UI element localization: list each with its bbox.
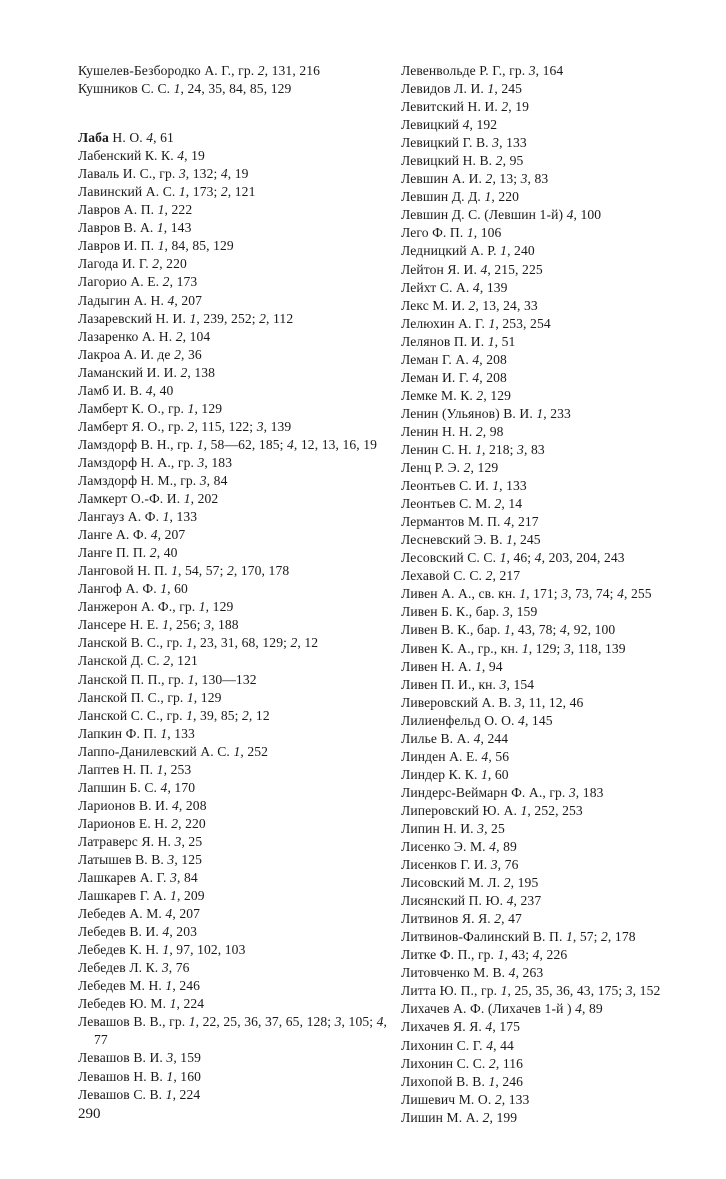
index-entry: Лелянов П. И. 1, 51 xyxy=(401,333,516,349)
index-entry: Левидов Л. И. 1, 245 xyxy=(401,81,523,97)
index-entry: Лангауз А. Ф. 1, 133 xyxy=(78,509,198,525)
index-entry: Литта Ю. П., гр. 1, 25, 35, 36, 43, 175; 3, 152 xyxy=(401,983,661,999)
index-entry: Левшин А. И. 2, 13; 3, 83 xyxy=(401,171,549,187)
index-entry: Лисенков Г. И. 3, 76 xyxy=(401,857,519,873)
index-entry: Лехавой С. С. 2, 217 xyxy=(401,568,521,584)
index-entry: Ламздорф В. Н., гр. 1, 58—62, 185; 4, 12, 13, 16, 19 xyxy=(78,436,378,452)
index-entry: Лебедев Ю. М. 1, 224 xyxy=(78,996,205,1012)
index-entry: Лисенко Э. М. 4, 89 xyxy=(401,839,517,855)
index-entry: Ламб И. В. 4, 40 xyxy=(78,382,174,398)
index-entry: Лихонин С. Г. 4, 44 xyxy=(401,1037,514,1053)
index-entry: Ленин (Ульянов) В. И. 1, 233 xyxy=(401,405,571,421)
index-entry: Лермантов М. П. 4, 217 xyxy=(401,514,539,530)
index-entry: Лебедев Л. К. 3, 76 xyxy=(78,960,190,976)
index-entry: Лабенский К. К. 4, 19 xyxy=(78,148,205,164)
index-entry: Лаваль И. С., гр. 3, 132; 4, 19 xyxy=(78,166,249,182)
index-entry: Левицкий 4, 192 xyxy=(401,117,498,133)
index-entry: Левшин Д. Д. 1, 220 xyxy=(401,189,520,205)
index-entry: Лекс М. И. 2, 13, 24, 33 xyxy=(401,297,538,313)
index-entry: Липеровский Ю. А. 1, 252, 253 xyxy=(401,802,583,818)
index-entry: Лапшин Б. С. 4, 170 xyxy=(78,779,196,795)
index-entry: Ливен К. А., гр., кн. 1, 129; 3, 118, 139 xyxy=(401,640,626,656)
index-entry: Лелюхин А. Г. 1, 253, 254 xyxy=(401,315,551,331)
index-entry: Лашкарев А. Г. 3, 84 xyxy=(78,870,198,886)
index-entry: Ланской В. С., гр. 1, 23, 31, 68, 129; 2, 12 xyxy=(78,635,319,651)
index-entry: Левашов В. В., гр. 1, 22, 25, 36, 37, 65, 128; 3, 105; 4, 77 xyxy=(78,1014,388,1048)
index-entry: Линден А. Е. 4, 56 xyxy=(401,748,510,764)
index-entry: Ланской С. С., гр. 1, 39, 85; 2, 12 xyxy=(78,707,270,723)
index-entry: Левенвольде Р. Г., гр. 3, 164 xyxy=(401,63,564,78)
index-entry: Ладыгин А. Н. 4, 207 xyxy=(78,292,203,308)
index-entry: Левицкий Н. В. 2, 95 xyxy=(401,153,524,169)
index-entry: Лихонин С. С. 2, 116 xyxy=(401,1055,524,1071)
index-entry: Леонтьев С. И. 1, 133 xyxy=(401,478,527,494)
index-entry: Ланге А. Ф. 4, 207 xyxy=(78,527,186,543)
index-entry: Кушелев-Безбородко А. Г., гр. 2, 131, 216 xyxy=(78,63,321,78)
index-entry: Ледницкий А. Р. 1, 240 xyxy=(401,243,535,259)
index-entry: Лазаренко А. Н. 2, 104 xyxy=(78,328,211,344)
index-entry: Лейтон Я. И. 4, 215, 225 xyxy=(401,261,543,277)
index-entry: Лавров В. А. 1, 143 xyxy=(78,220,192,236)
index-entry: Ланговой Н. П. 1, 54, 57; 2, 170, 178 xyxy=(78,563,290,579)
index-entry: Левицкий Г. В. 3, 133 xyxy=(401,135,527,151)
index-entry: Ламздорф Н. М., гр. 3, 84 xyxy=(78,472,228,488)
section-gap xyxy=(78,98,388,129)
index-entry: Лазаревский Н. И. 1, 239, 252; 2, 112 xyxy=(78,310,294,326)
index-entry: Левашов Н. В. 1, 160 xyxy=(78,1068,201,1084)
index-column-right xyxy=(401,62,711,1127)
index-entry: Ламанский И. И. 2, 138 xyxy=(78,364,216,380)
index-entry: Лего Ф. П. 1, 106 xyxy=(401,225,502,241)
index-entry: Лаптев Н. П. 1, 253 xyxy=(78,761,192,777)
index-entry: Лейхт С. А. 4, 139 xyxy=(401,279,508,295)
index-entry: Латышев В. В. 3, 125 xyxy=(78,851,203,867)
index-entry: Ленц Р. Э. 2, 129 xyxy=(401,460,499,476)
index-entry: Лихопой В. В. 1, 246 xyxy=(401,1073,524,1089)
index-entry: Литовченко М. В. 4, 263 xyxy=(401,965,544,981)
index-entry: Ламберт Я. О., гр. 2, 115, 122; 3, 139 xyxy=(78,418,292,434)
index-entry: Ларионов Е. Н. 2, 220 xyxy=(78,815,206,831)
index-entry: Линдер К. К. 1, 60 xyxy=(401,766,509,782)
index-entry: Лагорио А. Е. 2, 173 xyxy=(78,274,198,290)
index-entry: Ленин С. Н. 1, 218; 3, 83 xyxy=(401,441,545,457)
index-entry: Ламздорф Н. А., гр. 3, 183 xyxy=(78,454,233,470)
index-entry: Ланге П. П. 2, 40 xyxy=(78,545,178,561)
index-entry: Кушников С. С. 1, 24, 35, 84, 85, 129 xyxy=(78,81,292,97)
index-entry: Лишин М. А. 2, 199 xyxy=(401,1109,518,1125)
index-entry: Леонтьев С. М. 2, 14 xyxy=(401,496,523,512)
index-entry: Лебедев К. Н. 1, 97, 102, 103 xyxy=(78,942,246,958)
index-entry: Лилиенфельд О. О. 4, 145 xyxy=(401,712,553,728)
index-entry: Ланжерон А. Ф., гр. 1, 129 xyxy=(78,599,234,615)
index-entry: Лавинский А. С. 1, 173; 2, 121 xyxy=(78,184,256,200)
index-entry: Ливеровский А. В. 3, 11, 12, 46 xyxy=(401,694,584,710)
index-entry: Лавров А. П. 1, 222 xyxy=(78,202,193,218)
index-entry: Лапкин Ф. П. 1, 133 xyxy=(78,725,195,741)
index-entry: Лансере Н. Е. 1, 256; 3, 188 xyxy=(78,617,239,633)
index-entry: Леман И. Г. 4, 208 xyxy=(401,369,507,385)
index-entry: Лагода И. Г. 2, 220 xyxy=(78,256,187,272)
index-entry: Лакроа А. И. де 2, 36 xyxy=(78,346,202,362)
index-entry: Лебедев В. И. 4, 203 xyxy=(78,924,197,940)
index-entry: Ливен П. И., кн. 3, 154 xyxy=(401,676,535,692)
index-entry: Ливен А. А., св. кн. 1, 171; 3, 73, 74; 4, 255 xyxy=(401,586,652,602)
index-entry: Лаппо-Данилевский А. С. 1, 252 xyxy=(78,743,269,759)
index-entry: Лаба Н. О. 4, 61 xyxy=(78,130,174,146)
index-entry: Ливен Б. К., бар. 3, 159 xyxy=(401,604,538,620)
index-entry: Лихачев Я. Я. 4, 175 xyxy=(401,1019,521,1035)
index-entry: Лисовский М. Л. 2, 195 xyxy=(401,875,539,891)
index-entry: Литке Ф. П., гр. 1, 43; 4, 226 xyxy=(401,947,568,963)
index-entry: Ланской Д. С. 2, 121 xyxy=(78,653,198,669)
index-entry: Липин Н. И. 3, 25 xyxy=(401,820,505,836)
index-entry: Ларионов В. И. 4, 208 xyxy=(78,797,207,813)
index-entry: Лавров И. П. 1, 84, 85, 129 xyxy=(78,238,234,254)
index-entry: Ливен Н. А. 1, 94 xyxy=(401,658,503,674)
index-entry: Лангоф А. Ф. 1, 60 xyxy=(78,581,188,597)
index-entry: Лебедев М. Н. 1, 246 xyxy=(78,978,201,994)
index-entry: Ламберт К. О., гр. 1, 129 xyxy=(78,400,223,416)
index-entry: Леман Г. А. 4, 208 xyxy=(401,351,507,367)
index-entry: Левитский Н. И. 2, 19 xyxy=(401,99,530,115)
page-number: 290 xyxy=(78,1106,101,1122)
index-entry: Ланской П. С., гр. 1, 129 xyxy=(78,689,222,705)
index-entry: Лемке М. К. 2, 129 xyxy=(401,387,512,403)
index-entry: Лесневский Э. В. 1, 245 xyxy=(401,532,541,548)
index-entry: Лесовский С. С. 1, 46; 4, 203, 204, 243 xyxy=(401,550,625,566)
index-entry: Ламкерт О.-Ф. И. 1, 202 xyxy=(78,491,219,507)
index-column-left xyxy=(78,62,388,1104)
index-entry: Ливен В. К., бар. 1, 43, 78; 4, 92, 100 xyxy=(401,622,616,638)
index-entry: Лебедев А. М. 4, 207 xyxy=(78,906,201,922)
index-entry: Лашкарев Г. А. 1, 209 xyxy=(78,888,205,904)
index-entry: Линдерс-Веймарн Ф. А., гр. 3, 183 xyxy=(401,784,604,800)
index-entry: Левашов В. И. 3, 159 xyxy=(78,1050,201,1066)
index-entry: Лишевич М. О. 2, 133 xyxy=(401,1091,530,1107)
index-entry: Левашов С. В. 1, 224 xyxy=(78,1086,201,1102)
index-entry: Левшин Д. С. (Левшин 1-й) 4, 100 xyxy=(401,207,602,223)
index-entry: Лилье В. А. 4, 244 xyxy=(401,730,509,746)
index-entry: Ланской П. П., гр. 1, 130—132 xyxy=(78,671,257,687)
index-entry: Лисянский П. Ю. 4, 237 xyxy=(401,893,542,909)
index-entry: Латраверс Я. Н. 3, 25 xyxy=(78,833,203,849)
index-entry: Лихачев А. Ф. (Лихачев 1-й ) 4, 89 xyxy=(401,1001,603,1017)
index-entry: Литвинов-Фалинский В. П. 1, 57; 2, 178 xyxy=(401,929,636,945)
index-entry: Литвинов Я. Я. 2, 47 xyxy=(401,911,522,927)
index-entry: Ленин Н. Н. 2, 98 xyxy=(401,423,504,439)
